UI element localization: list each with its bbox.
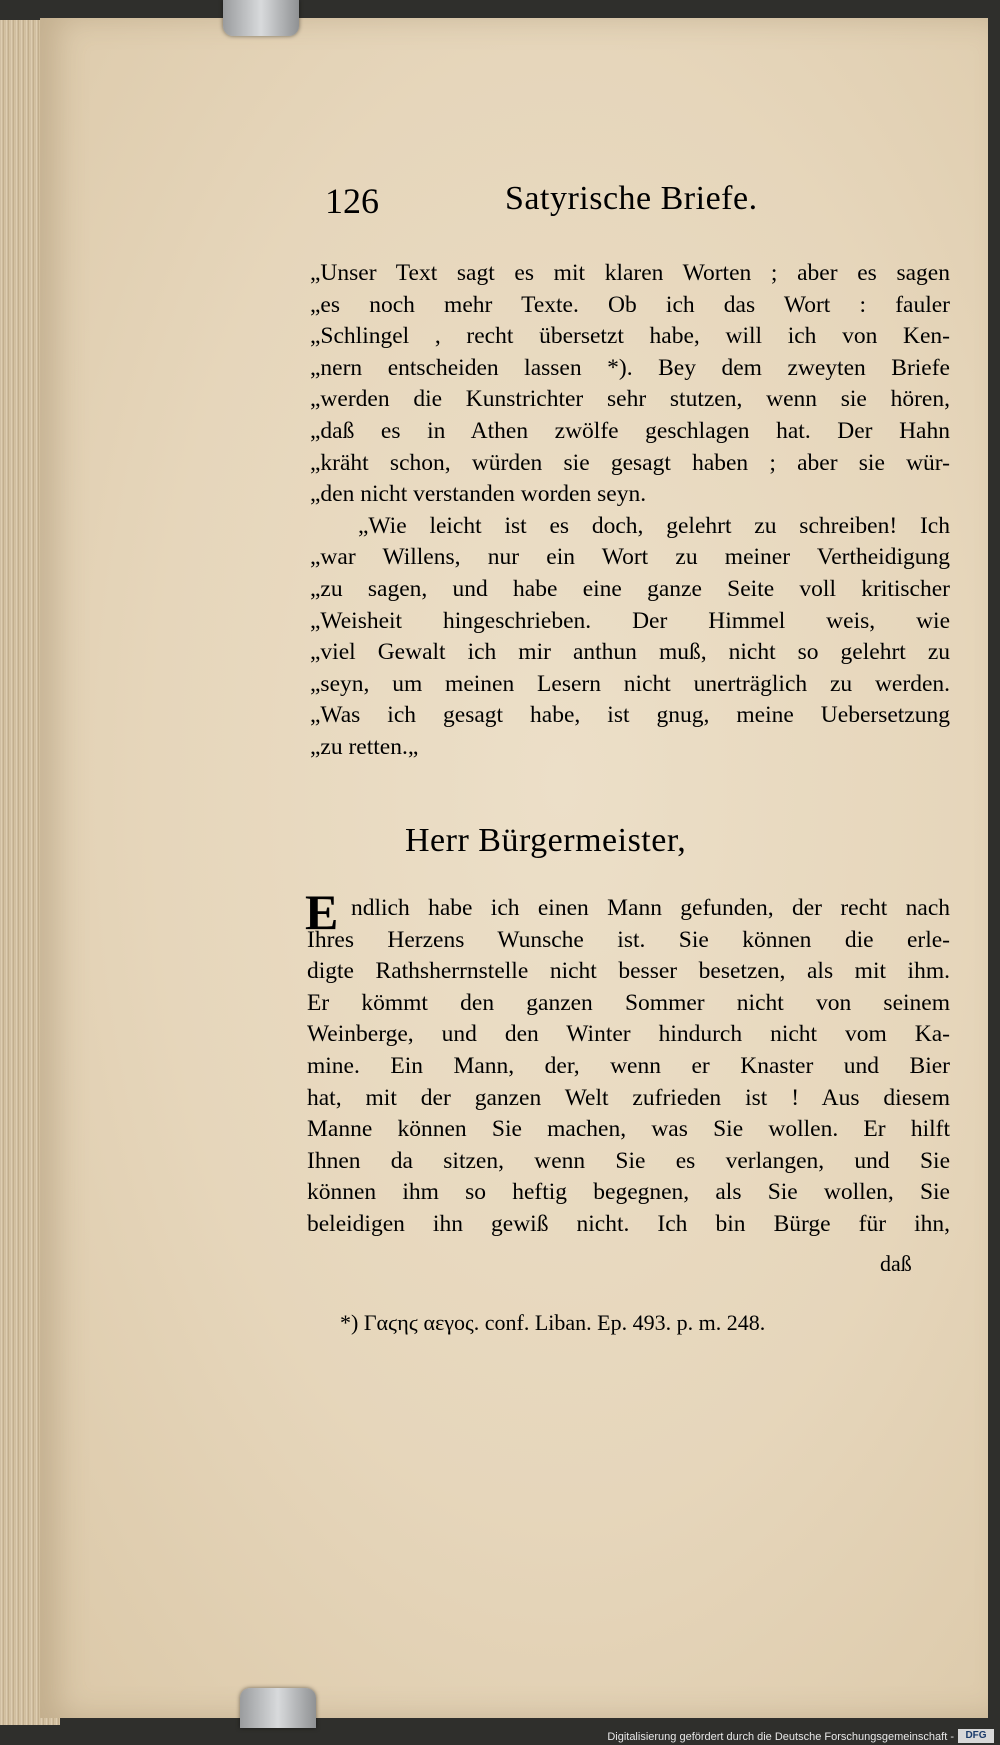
- text-line: „war Willens, nur ein Wort zu meiner Vertheidigung: [310, 544, 950, 571]
- page-number: 126: [325, 181, 379, 221]
- text-line: „zu retten.„: [310, 733, 419, 760]
- drop-initial: E: [305, 884, 339, 940]
- text-line: mine. Ein Mann, der, wenn er Knaster und Bier: [307, 1052, 950, 1079]
- text-line: Er kömmt den ganzen Sommer nicht von seinem: [307, 989, 950, 1016]
- text-line: „Wie leicht ist es doch, gelehrt zu schreiben! Ich: [358, 512, 950, 539]
- letter-salutation: Herr Bürgermeister,: [405, 822, 687, 859]
- text-line: können ihm so heftig begegnen, als Sie wollen, Sie: [307, 1179, 950, 1206]
- text-line: „kräht schon, würden sie gesagt haben ; aber sie wür-: [310, 449, 950, 476]
- text-line: „Unser Text sagt es mit klaren Worten ; aber es sagen: [310, 260, 950, 286]
- text-line: beleidigen ihn gewiß nicht. Ich bin Bürge für ihn,: [307, 1210, 950, 1237]
- running-head: [325, 180, 945, 230]
- text-line: „Schlingel , recht übersetzt habe, will ich von Ken-: [310, 323, 950, 350]
- dfg-logo: DFG: [958, 1729, 994, 1743]
- digitization-credit: Digitalisierung gefördert durch die Deutsche Forschungsgemeinschaft -: [607, 1731, 954, 1743]
- body-text: [310, 258, 950, 764]
- text-line: „werden die Kunstrichter sehr stutzen, wenn sie hören,: [310, 386, 950, 413]
- text-line: Weinberge, und den Winter hindurch nicht vom Ka-: [307, 1021, 950, 1048]
- catchword: daß: [880, 1251, 912, 1276]
- text-line: „seyn, um meinen Lesern nicht unerträglich zu werden.: [310, 670, 950, 697]
- text-line: „zu sagen, und habe eine ganze Seite voll kritischer: [310, 575, 950, 602]
- bottom-clip: [240, 1688, 316, 1728]
- text-line: „nern entscheiden lassen *). Bey dem zweyten Briefe: [310, 354, 950, 381]
- footnote: *) Γαϛηϛ αεγος. conf. Liban. Ep. 493. p. m. 248.: [340, 1310, 766, 1335]
- text-line: „den nicht verstanden worden seyn.: [310, 481, 647, 508]
- top-clip: [223, 0, 299, 36]
- text-line: Ihnen da sitzen, wenn Sie es verlangen, und Sie: [307, 1147, 950, 1174]
- text-line: digte Rathsherrnstelle nicht besser besetzen, als mit ihm.: [307, 958, 950, 985]
- running-title: Satyrische Briefe.: [505, 180, 758, 217]
- text-line: „es noch mehr Texte. Ob ich das Wort : fauler: [310, 291, 950, 318]
- text-line: ndlich habe ich einen Mann gefunden, der recht nach: [351, 895, 950, 921]
- text-line: „daß es in Athen zwölfe geschlagen hat. Der Hahn: [310, 417, 950, 444]
- text-line: hat, mit der ganzen Welt zufrieden ist ! Aus diesem: [307, 1084, 950, 1111]
- text-line: „viel Gewalt ich mir anthun muß, nicht so gelehrt zu: [310, 639, 950, 666]
- text-line: Ihres Herzens Wunsche ist. Sie können die erle-: [307, 926, 950, 953]
- text-line: „Weisheit hingeschrieben. Der Himmel weis, wie: [310, 607, 950, 634]
- text-line: „Was ich gesagt habe, ist gnug, meine Uebersetzung: [310, 702, 950, 729]
- text-line: Manne können Sie machen, was Sie wollen. Er hilft: [307, 1116, 950, 1143]
- letter-text: [305, 884, 950, 1241]
